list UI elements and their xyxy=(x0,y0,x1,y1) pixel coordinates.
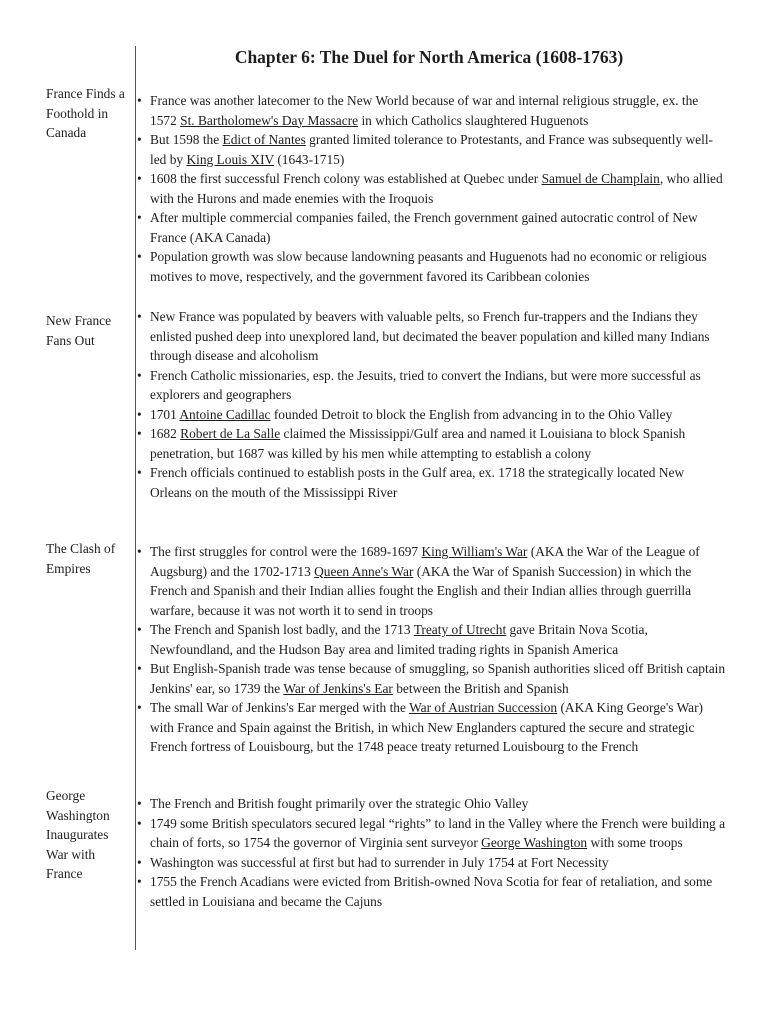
key-term: Samuel de Champlain xyxy=(541,171,660,186)
bullet-text: The small War of Jenkins's Ear merged with the xyxy=(150,700,410,715)
bullet-list xyxy=(136,794,726,911)
bullet-text: After multiple commercial companies failed, the French government gained autocratic control of New France (AKA Canada) xyxy=(150,210,698,245)
bullet-text: The first struggles for control were the 1689-1697 xyxy=(150,544,422,559)
key-term: King William's War xyxy=(421,544,528,559)
key-term: Antoine Cadillac xyxy=(179,406,271,422)
bullet-text: Washington was successful at first but had to surrender in July 1754 at Fort Necessity xyxy=(150,854,609,870)
bullet-text: The French and British fought primarily over the strategic Ohio Valley xyxy=(150,796,529,811)
bullet-text: 1701 xyxy=(150,406,180,422)
bullet-text: French Catholic missionaries, esp. the Jesuits, tried to convert the Indians, but were more successful as explorers and geographers xyxy=(150,367,701,402)
key-term: King Louis XIV xyxy=(186,151,274,167)
section-heading: France Finds a Foothold in Canada xyxy=(46,86,125,140)
bullet-text: 1682 xyxy=(150,426,181,441)
bullet-text: founded Detroit to block the English from advancing in to the Ohio Valley xyxy=(270,406,673,422)
bullet-text: (AKA the War of Spanish Succession) in which the French and Spanish and their Indian allies fought the English and their Indian allies through guerrilla warfare, because it was not worth it to send in troops xyxy=(150,563,692,618)
key-term: Treaty of Utrecht xyxy=(413,622,507,637)
key-term: St. Bartholomew's Day Massacre xyxy=(180,112,359,128)
bullet-text: But 1598 the xyxy=(150,132,223,147)
bullet-item xyxy=(136,659,726,698)
bullet-text: But English-Spanish trade was tense because of smuggling, so Spanish authorities sliced off British captain Jenkins' ear, so 1739 the xyxy=(150,661,726,696)
bullet-list xyxy=(136,91,726,286)
bullet-text: granted limited tolerance to Protestants, and France was subsequently well-led by xyxy=(150,132,714,167)
section-heading: George Washington Inaugurates War with France xyxy=(46,788,110,881)
bullet-text: claimed the Mississippi/Gulf area and named it Louisiana to block Spanish penetration, but 1687 was killed by his men while attempting to establish a colony xyxy=(150,426,686,461)
bullet-item xyxy=(136,620,726,659)
bullet-item xyxy=(136,247,726,286)
key-term: Edict of Nantes xyxy=(222,132,306,147)
bullet-item xyxy=(136,366,726,405)
bullet-item xyxy=(136,130,726,169)
bullet-text: with some troops xyxy=(587,835,683,850)
bullet-item xyxy=(136,853,726,873)
bullet-item xyxy=(136,872,726,911)
bullet-text: 1755 the French Acadians were evicted from British-owned Nova Scotia for fear of retaliation, and some settled in Louisiana and became the Cajuns xyxy=(150,874,713,909)
key-term: War of Austrian Succession xyxy=(409,700,558,715)
bullet-item xyxy=(136,424,726,463)
bullet-item xyxy=(136,405,726,425)
bullet-text: (AKA King George's War) with France and Spain against the British, in which New Englanders captured the secure and strategic French fortress of Louisbourg, but the 1748 peace treaty returned Louisbourg to the French xyxy=(150,700,704,754)
bullet-item xyxy=(136,542,726,620)
bullet-text: 1749 some British speculators secured legal “rights” to land in the Valley where the French were building a chain of forts, so 1754 the governor of Virginia sent surveyor xyxy=(150,815,726,850)
bullet-text: France was another latecomer to the New World because of war and internal religious struggle, ex. the 1572 xyxy=(150,93,699,128)
bullet-text: gave Britain Nova Scotia, Newfoundland, and the Hudson Bay area and limited trading rights in Spanish America xyxy=(150,622,648,657)
page-title: Chapter 6: The Duel for North America (1608-1763) xyxy=(234,47,624,67)
bullet-item xyxy=(136,463,726,502)
bullet-item xyxy=(136,208,726,247)
bullet-list xyxy=(136,542,726,757)
bullet-list xyxy=(136,307,726,502)
bullet-item xyxy=(136,698,726,757)
bullet-text: (1643-1715) xyxy=(274,151,345,167)
bullet-item xyxy=(136,814,726,853)
key-term: Queen Anne's War xyxy=(314,563,414,579)
bullet-text: 1608 the first successful French colony was established at Quebec under xyxy=(150,171,542,186)
key-term: George Washington xyxy=(481,835,588,850)
bullet-item xyxy=(136,307,726,366)
bullet-text: The French and Spanish lost badly, and the 1713 xyxy=(150,622,414,637)
bullet-text: , who allied with the Hurons and made enemies with the Iroquois xyxy=(150,171,723,206)
section-heading: New France Fans Out xyxy=(46,313,112,348)
bullet-text: (AKA the War of the League of Augsburg) and the 1702-1713 xyxy=(150,544,700,579)
section-heading: The Clash of Empires xyxy=(46,541,116,576)
key-term: Robert de La Salle xyxy=(180,426,281,441)
bullet-text: French officials continued to establish posts in the Gulf area, ex. 1718 the strategically located New Orleans on the mouth of the Mississippi River xyxy=(150,465,685,500)
bullet-text: between the British and Spanish xyxy=(392,680,569,696)
key-term: War of Jenkins's Ear xyxy=(283,680,393,696)
bullet-text: New France was populated by beavers with valuable pelts, so French fur-trappers and the Indians they enlisted pushed deep into unexplored land, but decimated the beaver population and killed many Indians through disease and alcoholism xyxy=(150,309,710,363)
bullet-text: Population growth was slow because landowning peasants and Huguenots had no economic or religious motives to move, respectively, and the government favored its Caribbean colonies xyxy=(150,249,707,284)
bullet-item xyxy=(136,794,726,814)
bullet-text: in which Catholics slaughtered Huguenots xyxy=(358,112,589,128)
bullet-item xyxy=(136,169,726,208)
bullet-item xyxy=(136,91,726,130)
